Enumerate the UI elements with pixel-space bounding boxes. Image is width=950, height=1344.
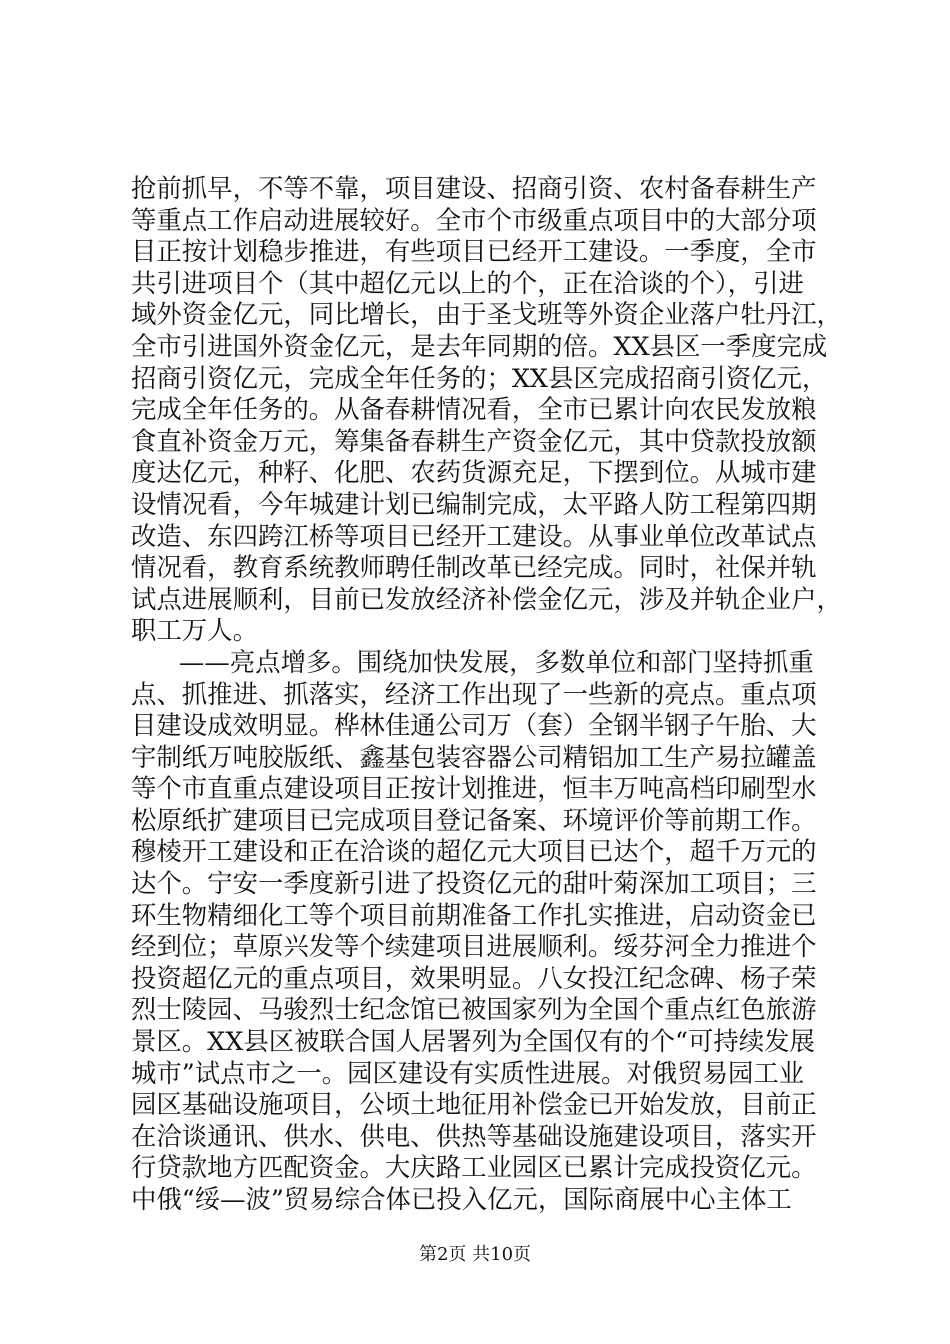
text-line: 等个市直重点建设项目正按计划推进，恒丰万吨高档印刷型水	[131, 773, 817, 804]
text-line: 达个。宁安一季度新引进了投资亿元的甜叶菊深加工项目；三	[131, 868, 817, 899]
text-line: 度达亿元，种籽、化肥、农药货源充足，下摆到位。从城市建	[131, 457, 817, 488]
page-number-footer: 第2页 共10页	[418, 1244, 532, 1265]
text-line: 共引进项目个（其中超亿元以上的个，正在洽谈的个），引进	[131, 267, 804, 298]
text-line: 环生物精细化工等个项目前期准备工作扎实推进，启动资金已	[131, 899, 817, 930]
text-line: 行贷款地方匹配资金。大庆路工业园区已累计完成投资亿元。	[131, 1152, 817, 1183]
text-line: 情况看，教育系统教师聘任制改革已经完成。同时，社保并轨	[131, 552, 817, 583]
text-line: 城市”试点市之一。园区建设有实质性进展。对俄贸易园工业	[131, 1057, 805, 1088]
text-line: 完成全年任务的。从备春耕情况看，全市已累计向农民发放粮	[131, 394, 817, 425]
text-line: 全市引进国外资金亿元，是去年同期的倍。XX县区一季度完成	[131, 330, 828, 361]
text-line: 烈士陵园、马骏烈士纪念馆已被国家列为全国个重点红色旅游	[131, 994, 817, 1025]
text-line: 职工万人。	[131, 615, 258, 646]
text-line: 目建设成效明显。桦林佳通公司万（套）全钢半钢子午胎、大	[131, 710, 817, 741]
text-line: 宇制纸万吨胶版纸、鑫基包装容器公司精铝加工生产易拉罐盖	[131, 741, 817, 772]
text-line: 园区基础设施项目，公顷土地征用补偿金已开始发放，目前正	[131, 1089, 817, 1120]
text-line: 目正按计划稳步推进，有些项目已经开工建设。一季度，全市	[131, 236, 817, 267]
text-line: 点、抓推进、抓落实，经济工作出现了一些新的亮点。重点项	[131, 678, 817, 709]
text-line: 在洽谈通讯、供水、供电、供热等基础设施建设项目，落实开	[131, 1120, 817, 1151]
text-line: 经到位；草原兴发等个续建项目进展顺利。绥芬河全力推进个	[131, 931, 817, 962]
text-line: 投资超亿元的重点项目，效果明显。八女投江纪念碑、杨子荣	[131, 962, 817, 993]
text-line: 设情况看，今年城建计划已编制完成，太平路人防工程第四期	[131, 488, 817, 519]
text-line: 抢前抓早，不等不靠，项目建设、招商引资、农村备春耕生产	[131, 173, 817, 203]
text-line: 中俄“绥—波”贸易综合体已投入亿元，国际商展中心主体工	[131, 1184, 792, 1214]
text-line: 穆棱开工建设和正在洽谈的超亿元大项目已达个，超千万元的	[131, 836, 817, 867]
text-line: 招商引资亿元，完成全年任务的；XX县区完成招商引资亿元，	[131, 362, 828, 393]
text-line: 等重点工作启动进展较好。全市个市级重点项目中的大部分项	[131, 204, 817, 235]
text-line: 食直补资金万元，筹集备春耕生产资金亿元，其中贷款投放额	[131, 425, 817, 456]
body-text	[131, 173, 842, 1216]
paragraph-start-line: ——亮点增多。围绕加快发展，多数单位和部门坚持抓重	[179, 646, 814, 677]
text-line: 松原纸扩建项目已完成项目登记备案、环境评价等前期工作。	[131, 804, 817, 835]
text-line: 试点进展顺利，目前已发放经济补偿金亿元，涉及并轨企业户，	[131, 583, 842, 614]
text-line: 域外资金亿元，同比增长，由于圣戈班等外资企业落户牡丹江，	[131, 299, 842, 330]
text-line: 景区。XX县区被联合国人居署列为全国仅有的个“可持续发展	[131, 1026, 815, 1057]
text-line: 改造、东四跨江桥等项目已经开工建设。从事业单位改革试点	[131, 520, 817, 551]
